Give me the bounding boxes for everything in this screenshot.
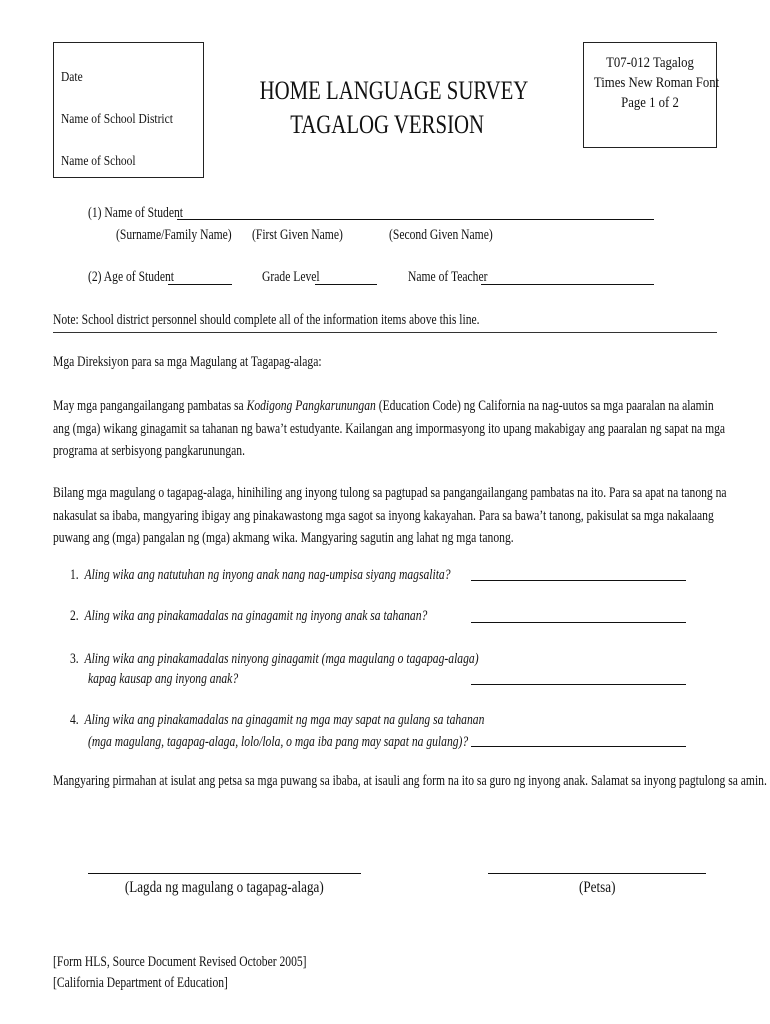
form-code-box	[583, 42, 720, 148]
footer-department: [California Department of Education]	[53, 975, 228, 991]
student-age-label: (2) Age of Student	[88, 269, 175, 285]
font-note: Times New Roman Font	[593, 75, 720, 91]
grade-level-label: Grade Level	[262, 269, 320, 285]
divider-line	[53, 332, 717, 333]
surname-caption: (Surname/Family Name)	[116, 227, 232, 243]
page-number: Page 1 of 2	[621, 95, 679, 111]
date-field[interactable]	[488, 873, 706, 874]
signature-caption: (Lagda ng magulang o tagapag-alaga)	[125, 879, 324, 896]
form-code: T07-012 Tagalog	[606, 55, 694, 71]
teacher-name-label: Name of Teacher	[408, 269, 488, 285]
school-info-box	[53, 42, 204, 178]
question-3-continued: kapag kausap ang inyong anak?	[88, 671, 239, 687]
answer-3-field[interactable]	[471, 684, 686, 685]
student-age-field[interactable]	[168, 284, 232, 285]
footer-form-source: [Form HLS, Source Document Revised October 2005]	[53, 954, 307, 970]
signature-field[interactable]	[88, 873, 361, 874]
school-name-label: Name of School	[61, 154, 136, 169]
question-4-continued: (mga magulang, tagapag-alaga, lolo/lola, o mga iba pang may sapat na gulang)?	[88, 734, 469, 750]
grade-level-field[interactable]	[315, 284, 377, 285]
student-name-field[interactable]	[177, 219, 654, 220]
first-given-caption: (First Given Name)	[252, 227, 343, 243]
question-2: 2. Aling wika ang pinakamadalas na ginagamit ng inyong anak sa tahanan?	[70, 608, 428, 624]
document-title: HOME LANGUAGE SURVEY	[259, 76, 529, 105]
answer-2-field[interactable]	[471, 622, 686, 623]
student-name-label: (1) Name of Student	[88, 205, 184, 221]
staff-note: Note: School district personnel should complete all of the information items above this line.	[53, 312, 480, 328]
question-1: 1. Aling wika ang natutuhan ng inyong anak nang nag-umpisa siyang magsalita?	[70, 567, 451, 583]
teacher-name-field[interactable]	[481, 284, 654, 285]
paragraph-education-code: May mga pangangailangang pambatas sa Kodigong Pangkarunungan (Education Code) ng California na nag-uutos sa mga paaralan na alamin ang (mga) wikang ginagamit sa tahanan ng bawa’t estudyante. Kailangan ang impormasyong ito upang makabigay ang paaralan ng sapat na mga programa at serbisyong pangkarunungan.	[53, 398, 726, 459]
directions-heading: Mga Direksiyon para sa mga Magulang at Tagapag-alaga:	[53, 354, 322, 370]
document-subtitle: TAGALOG VERSION	[290, 110, 484, 139]
school-district-label: Name of School District	[61, 112, 173, 127]
date-caption: (Petsa)	[578, 879, 616, 896]
answer-4-field[interactable]	[471, 746, 686, 747]
second-given-caption: (Second Given Name)	[389, 227, 493, 243]
answer-1-field[interactable]	[471, 580, 686, 581]
question-4: 4. Aling wika ang pinakamadalas na ginagamit ng mga may sapat na gulang sa tahanan	[70, 712, 485, 728]
question-3: 3. Aling wika ang pinakamadalas ninyong ginagamit (mga magulang o tagapag-alaga)	[70, 651, 479, 667]
paragraph-instructions: Bilang mga magulang o tagapag-alaga, hinihiling ang inyong tulong sa pagtupad sa pangangailangang pambatas na ito. Para sa apat na tanong na nakasulat sa ibaba, mangyaring ibigay ang pinakawastong mga sagot sa inyong kakayahan. Para sa bawa’t tanong, pakisulat sa mga nakalaang puwang ang (mga) pangalan ng (mga) akmang wika. Mangyaring sagutin ang lahat ng mga tanong.	[53, 485, 727, 546]
date-label: Date	[61, 70, 83, 85]
closing-instructions: Mangyaring pirmahan at isulat ang petsa sa mga puwang sa ibaba, at isauli ang form na ito sa guro ng inyong anak. Salamat sa inyong pagtulong sa amin.	[53, 773, 767, 789]
